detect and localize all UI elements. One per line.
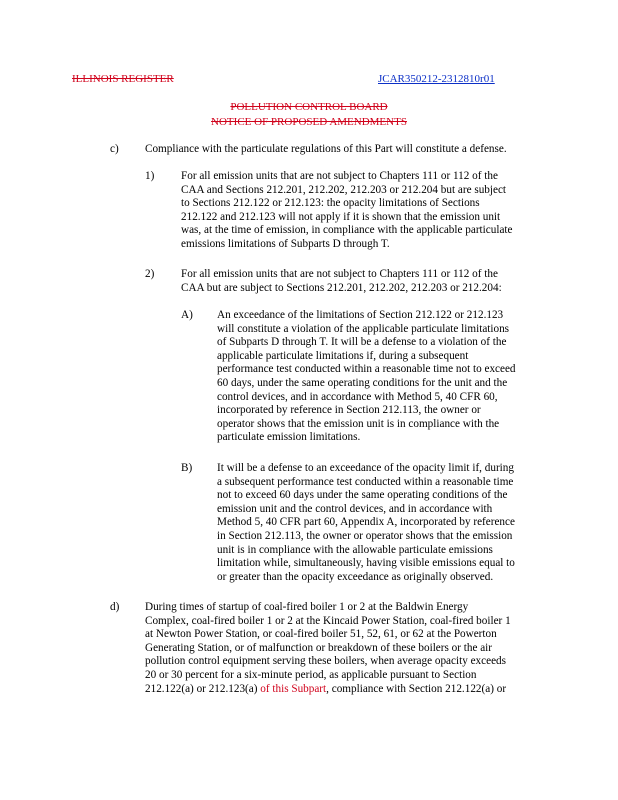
inserted-text: of this Subpart xyxy=(257,682,327,695)
section-d-label: d) xyxy=(110,601,120,613)
section-d-continuation: , compliance with Section 212.122(a) or xyxy=(326,682,507,695)
header-left: ILLINOIS REGISTER xyxy=(72,73,174,85)
subitem-a-line: incorporated by reference in Section 212.113, the owner or xyxy=(217,404,481,417)
subitem-a-line: 60 days, under the same operating conditions for the unit and the xyxy=(217,376,508,389)
section-c-text: Compliance with the particulate regulations of this Part will constitute a defense. xyxy=(145,143,507,155)
section-d-line: During times of startup of coal-fired boiler 1 or 2 at the Baldwin Energy xyxy=(145,601,469,613)
subitem-b-line: unit is in compliance with the allowable particulate emissions xyxy=(217,543,493,556)
item-1-text xyxy=(181,170,601,252)
subitem-b-line: in Section 212.113, the owner or operator shows that the emission xyxy=(217,529,513,542)
item-1-line: was, at the time of emission, in compliance with the applicable particulate xyxy=(181,224,513,237)
section-d-line: at Newton Power Station, or coal-fired boiler 51, 52, 61, or 62 at the Powerton xyxy=(145,628,497,641)
subitem-a-line: control devices, and in accordance with Method 5, 40 CFR 60, xyxy=(217,390,498,403)
subitem-b-text xyxy=(217,462,607,584)
section-d-line: pollution control equipment serving these boilers, when average opacity exceeds xyxy=(145,655,506,668)
subitem-a-label: A) xyxy=(181,309,193,321)
subitem-a-text xyxy=(217,309,607,445)
section-d-text xyxy=(145,601,595,696)
item-2-line: For all emission units that are not subject to Chapters 111 or 112 of the xyxy=(181,268,498,280)
header-right: JCAR350212-2312810r01 xyxy=(378,73,495,85)
section-c-label: c) xyxy=(110,143,119,155)
section-d-line: Generating Station, or of malfunction or breakdown of these boilers or the air xyxy=(145,641,493,654)
subitem-b-label: B) xyxy=(181,462,193,474)
agency-title: POLLUTION CONTROL BOARD xyxy=(230,101,388,113)
subitem-b-line: limitation while, simultaneously, having visible emissions equal to xyxy=(217,557,515,570)
subitem-b-line: It will be a defense to an exceedance of the opacity limit if, during xyxy=(217,462,514,474)
item-1-line: emissions limitations of Subparts D through T. xyxy=(181,237,390,250)
subitem-b-line: Method 5, 40 CFR part 60, Appendix A, incorporated by reference xyxy=(217,516,515,529)
item-2-line: CAA but are subject to Sections 212.201, 212.202, 212.203 or 212.204: xyxy=(181,281,502,294)
subitem-b-line: or greater than the opacity exceedance as originally observed. xyxy=(217,570,494,583)
subitem-a-line: particulate emission limitations. xyxy=(217,431,361,444)
section-d-last-line xyxy=(145,683,595,697)
item-1-line: CAA and Sections 212.201, 212.202, 212.203 or 212.204 but are subject xyxy=(181,183,507,196)
section-d-line: 20 or 30 percent for a six-minute period, as applicable pursuant to Section xyxy=(145,668,477,681)
item-1-line: to Sections 212.122 or 212.123: the opacity limitations of Sections xyxy=(181,197,480,210)
subitem-a-line: applicable particulate limitations if, during a subsequent xyxy=(217,349,469,362)
item-1-label: 1) xyxy=(145,170,155,182)
notice-title: NOTICE OF PROPOSED AMENDMENTS xyxy=(211,116,407,128)
item-1-line: For all emission units that are not subject to Chapters 111 or 112 of the xyxy=(181,170,498,182)
section-d-citation: 212.122(a) or 212.123(a) xyxy=(145,682,258,695)
section-d-line: Complex, coal-fired boiler 1 or 2 at the Kincaid Power Station, coal-fired boiler 1 xyxy=(145,614,511,627)
subitem-b-line: emission unit and the control devices, and in accordance with xyxy=(217,502,493,515)
subitem-a-line: An exceedance of the limitations of Section 212.122 or 212.123 xyxy=(217,309,504,321)
item-2-text xyxy=(181,268,601,295)
item-2-label: 2) xyxy=(145,268,155,280)
item-1-line: 212.122 and 212.123 will not apply if it is shown that the emission unit xyxy=(181,210,501,223)
subitem-a-line: will constitute a violation of the applicable particulate limitations xyxy=(217,322,510,335)
subitem-b-line: not to exceed 60 days under the same operating conditions of the xyxy=(217,489,508,502)
subitem-a-line: performance test conducted within a reasonable time not to exceed xyxy=(217,363,516,376)
subitem-a-line: operator shows that the emission unit is in compliance with the xyxy=(217,417,500,430)
subitem-a-line: of Subparts D through T. It will be a defense to a violation of the xyxy=(217,336,507,349)
subitem-b-line: a subsequent performance test conducted within a reasonable time xyxy=(217,475,514,488)
